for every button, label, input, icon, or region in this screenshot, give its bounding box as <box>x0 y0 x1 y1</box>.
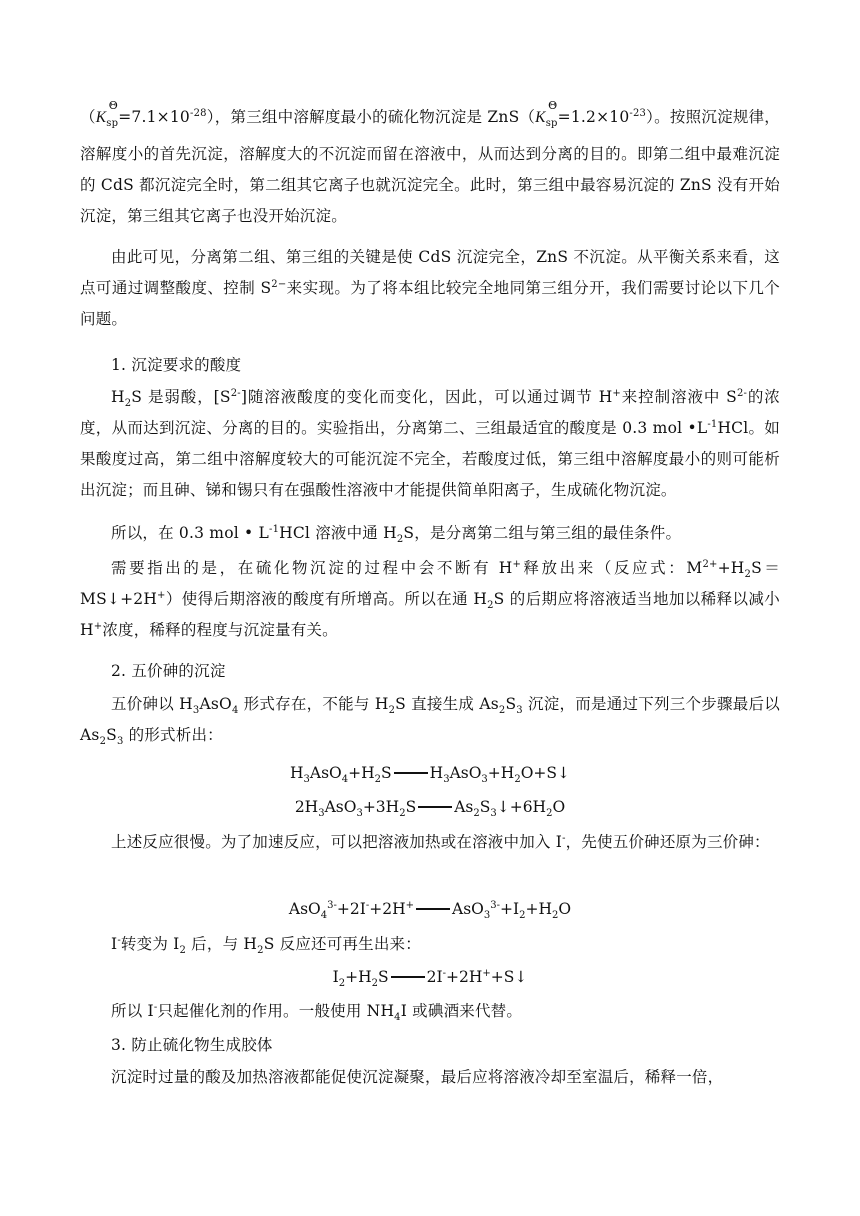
text: S <box>505 695 517 713</box>
sub: 2 <box>744 569 752 580</box>
text: ），第三组中溶解度最小的硫化物沉淀是 ZnS（ <box>206 108 536 126</box>
paragraph-best-condition <box>80 518 780 549</box>
ksp-symbol <box>535 99 558 139</box>
sub: 2 <box>257 945 264 956</box>
sub: 3 <box>483 910 491 921</box>
ksp-k: K <box>535 109 546 126</box>
sub: 3 <box>443 774 450 785</box>
text: 上述反应很慢。为了加速反应，可以把溶液加热或在溶液中加入 I <box>111 833 563 851</box>
eq-term: +2I <box>336 900 366 918</box>
ksp-k: K <box>95 109 107 126</box>
text: 浓度，稀释的程度与沉淀量有关。 <box>102 621 338 639</box>
sub: 3 <box>490 808 497 819</box>
eq-term: O <box>558 900 572 918</box>
ksp-sub: sp <box>106 118 119 129</box>
eq-term: AsO <box>452 900 484 918</box>
sub: 2 <box>546 808 553 819</box>
text: 五价砷以 H <box>111 695 193 713</box>
equals-sign <box>391 976 425 981</box>
text: 来实现。为了将本组比较完全地同第三组分开，我们需要讨论以下几个问题。 <box>80 279 780 328</box>
sub: 2 <box>371 978 379 989</box>
sup: 3- <box>327 900 337 911</box>
sup: - <box>117 935 121 946</box>
text: S 直接生成 As <box>395 695 499 713</box>
heading-arsenic: 2. 五价砷的沉淀 <box>111 662 226 680</box>
text: 后，与 H <box>186 935 258 953</box>
sub: 3 <box>481 774 488 785</box>
paragraph-acidity <box>80 382 780 506</box>
sub: 2 <box>519 910 526 921</box>
sup: + <box>482 968 491 979</box>
text: 的浓度，从而达到沉淀、分离的目的。实验指出，分离第二、三组最适宜的酸度是 0.3 mol •L <box>80 388 780 437</box>
eq-term: +2H <box>446 968 483 986</box>
sup: + <box>405 900 415 911</box>
eq-term: +H <box>345 968 372 986</box>
eq-term: +I <box>500 900 520 918</box>
text: 的形式析出： <box>123 726 223 744</box>
eq-term: +S↓ <box>490 968 528 986</box>
sub: 2 <box>487 600 494 611</box>
text: 只起催化剂的作用。一般使用 NH <box>157 1002 395 1020</box>
sup: -1 <box>707 419 718 430</box>
eq-term: +H <box>525 900 553 918</box>
text: HCl。如果酸度过高，第二组中溶解度较大的可能沉淀不完全，若酸度过低，第三组中溶解度最小的则可能析出沉淀；而且砷、锑和锡只有在强酸性溶液中才能提供简单阳离子，生成硫化物沉淀。 <box>80 419 780 499</box>
sup: 3- <box>490 900 500 911</box>
eq-term: AsO <box>324 798 357 816</box>
paragraph-catalyst <box>80 996 780 1027</box>
text: 释放出来（反应式：M <box>521 559 703 577</box>
eq-term: S <box>381 764 392 782</box>
paragraph-iodide-regen <box>80 929 780 960</box>
eq-term: As <box>454 798 474 816</box>
text: I <box>111 935 118 953</box>
ksp-sub: sp <box>545 118 558 129</box>
ksp-theta: Θ <box>108 99 118 112</box>
text: AsO <box>199 695 232 713</box>
eq-term: S <box>479 798 491 816</box>
eq-term: +H <box>348 764 375 782</box>
sub: 3 <box>356 808 363 819</box>
text: S 是弱酸，[S <box>131 388 231 406</box>
eq-term: O <box>552 798 566 816</box>
sub: 2 <box>473 808 480 819</box>
eq-term: O+S↓ <box>520 764 570 782</box>
heading-colloid: 3. 防止硫化物生成胶体 <box>111 1036 273 1054</box>
sub: 2 <box>552 910 559 921</box>
sup: -1 <box>268 524 280 535</box>
eq-term: H <box>429 764 444 782</box>
text: 所以，在 0.3 mol • L <box>111 524 269 542</box>
eq-term: AsO <box>288 900 321 918</box>
equation-1 <box>80 758 780 789</box>
text: 转变为 I <box>120 935 180 953</box>
sub: 2 <box>124 398 132 409</box>
text: 沉淀，而是通过下列三个步骤最后以 As <box>80 695 780 744</box>
ksp-value-1: =7.1×10 <box>118 108 190 126</box>
text: 所以 I <box>111 1002 154 1020</box>
sup: - <box>365 900 370 911</box>
paragraph-ksp <box>80 99 781 232</box>
text: S＝MS↓+2H <box>80 559 781 608</box>
paragraph-key-separation <box>80 242 780 335</box>
text: I 或碘酒来代替。 <box>400 1002 523 1020</box>
eq-term: ↓+6H <box>496 798 547 816</box>
eq-term: AsO <box>309 764 342 782</box>
sub: 2 <box>399 808 406 819</box>
sup: 2- <box>230 388 241 399</box>
sub: 3 <box>116 736 124 747</box>
ksp-value-2: =1.2×10 <box>557 108 630 126</box>
eq-term: +3H <box>362 798 400 816</box>
sub: 2 <box>179 945 187 956</box>
paragraph-iodide <box>80 827 780 858</box>
text: S，是分离第二组与第三组的最佳条件。 <box>403 524 682 542</box>
eq-term: I <box>332 968 339 986</box>
eq-term: +2H <box>369 900 406 918</box>
equals-sign <box>416 908 450 913</box>
sub: 2 <box>514 774 521 785</box>
text: ）。按照沉淀规律，溶解度小的首先沉淀，溶解度大的不沉淀而留在溶液中，从而达到分离的目的。即第二组中最难沉淀的 CdS 都沉淀完全时，第二组其它离子也就沉淀完全。此时，第三组中最容易沉淀的 ZnS 没有开始沉淀，第三组其它离子也没开始沉淀。 <box>80 108 781 225</box>
paragraph-arsenic <box>80 689 780 751</box>
sup: - <box>442 968 447 979</box>
ksp-symbol <box>95 99 119 139</box>
eq-term: S <box>405 798 417 816</box>
text: HCl 溶液中通 H <box>279 524 397 542</box>
sup: + <box>157 590 166 601</box>
text: ]随溶液酸度的变化而变化，因此，可以通过调节 H <box>240 388 613 406</box>
text: S 的后期应将溶液适当地加以稀释以减小 H <box>80 590 780 639</box>
equals-sign <box>418 806 452 811</box>
sup: 2− <box>271 279 287 290</box>
eq-term: H <box>290 764 304 782</box>
eq-term: +H <box>487 764 515 782</box>
sub: 4 <box>394 1012 401 1023</box>
text: +H <box>717 559 745 577</box>
ksp-theta: Θ <box>548 99 558 112</box>
sub: 2 <box>338 978 346 989</box>
text: 需要指出的是，在硫化物沉淀的过程中会不断有 H <box>111 559 513 577</box>
sup: - <box>562 833 566 844</box>
sup: - <box>153 1002 158 1013</box>
equation-2 <box>80 792 780 823</box>
text: ，先使五价砷还原为三价砷： <box>565 833 770 851</box>
sup: 2- <box>736 388 748 399</box>
sub: 4 <box>231 705 239 716</box>
text: 来控制溶液中 S <box>621 388 737 406</box>
paragraph-dilution <box>80 553 780 646</box>
text: S <box>106 726 117 744</box>
text: S 反应还可再生出来： <box>263 935 421 953</box>
text: 形式存在，不能与 H <box>238 695 389 713</box>
ksp-exp-2: -23 <box>629 108 647 119</box>
sub: 2 <box>396 534 404 545</box>
eq-term: AsO <box>449 764 482 782</box>
sub: 2 <box>498 705 506 716</box>
sub: 2 <box>388 705 396 716</box>
eq-term: 2H <box>294 798 319 816</box>
text: H <box>111 388 125 406</box>
equation-3 <box>80 894 780 925</box>
sub: 4 <box>320 910 328 921</box>
text: （ <box>80 108 96 126</box>
sub: 3 <box>516 705 523 716</box>
sup: + <box>512 559 522 570</box>
paragraph-colloid: 沉淀时过量的酸及加热溶液都能促使沉淀凝聚，最后应将溶液冷却至室温后，稀释一倍， <box>111 1068 724 1086</box>
sub: 3 <box>318 808 325 819</box>
eq-term: 2I <box>426 968 443 986</box>
sub: 3 <box>303 774 310 785</box>
sub: 3 <box>192 705 200 716</box>
sup: + <box>93 621 103 632</box>
eq-term: S <box>378 968 389 986</box>
sub: 4 <box>341 774 349 785</box>
equation-4 <box>80 962 780 993</box>
equals-sign <box>394 772 428 777</box>
text: ）使得后期溶液的酸度有所增高。所以在通 H <box>165 590 488 608</box>
sub: 2 <box>374 774 382 785</box>
sup: + <box>612 388 622 399</box>
sub: 2 <box>99 736 107 747</box>
text: 由此可见，分离第二组、第三组的关键是使 CdS 沉淀完全，ZnS 不沉淀。从平衡关系来看，这点可通过调整酸度、控制 S <box>80 248 780 297</box>
sup: 2+ <box>702 559 718 570</box>
ksp-exp-1: -28 <box>189 108 207 119</box>
heading-acidity: 1. 沉淀要求的酸度 <box>111 356 242 374</box>
